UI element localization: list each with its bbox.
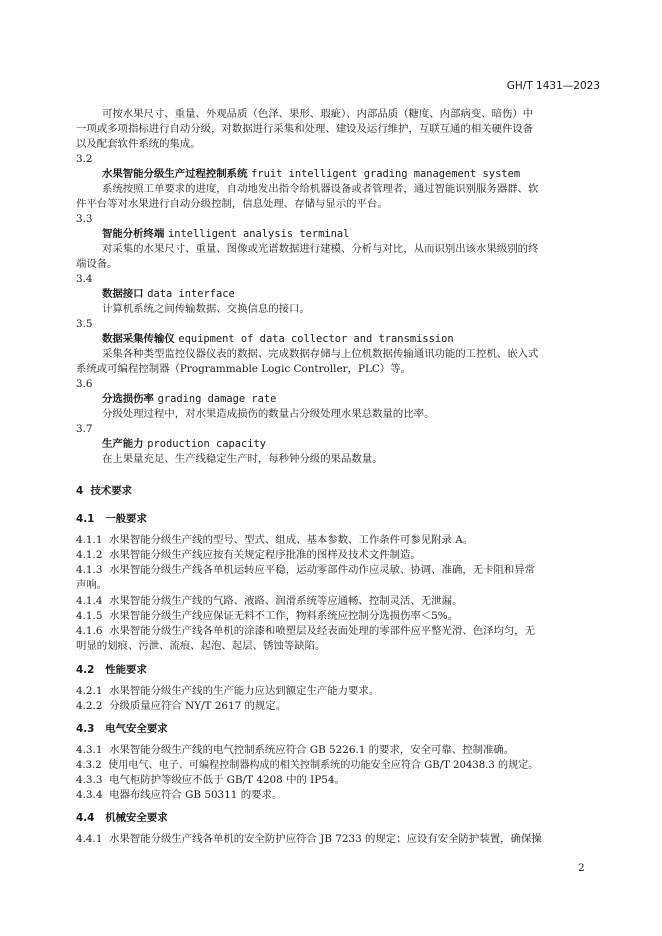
term-title-en: intelligent analysis terminal: [167, 228, 350, 240]
clause: [76, 594, 462, 609]
term-title-en: fruit intelligent grading management system: [251, 168, 521, 180]
clause-text: 水果智能分级生产线各单机的安全防护应符合 JB 7233 的规定；应设有安全防护装置，确保操: [109, 833, 542, 845]
chapter-title: 技术要求: [90, 485, 133, 497]
term-title-zh: 智能分析终端: [102, 228, 165, 240]
term-number: 3.7: [76, 423, 93, 435]
term-title-en: data interface: [147, 288, 235, 300]
clause-number: 4.1.5: [76, 610, 103, 622]
term-number: 3.4: [76, 273, 93, 285]
clause-number: 4.1.3: [76, 564, 103, 576]
term-title: [102, 227, 349, 242]
clause-number: 4.3.2: [76, 760, 102, 771]
clause-text: 水果智能分级生产线应按有关规定程序批准的图样及技术文件制造。: [109, 549, 421, 561]
clause-text: 水果智能分级生产线各单机运转应平稳，运动零部件动作应灵敏、协调、准确，无卡阻和异常: [109, 564, 536, 576]
term-title-zh: 数据采集传输仪: [102, 333, 175, 345]
clause-number: 4.2.1: [76, 685, 103, 697]
term-title-zh: 数据接口: [102, 288, 144, 300]
clause-text: 水果智能分级生产线的型号、型式、组成、基本参数、工作条件可参见附录 A。: [109, 534, 474, 546]
term-title-zh: 生产能力: [102, 438, 144, 450]
clause-number: 4.1.2: [76, 549, 103, 561]
clause: [76, 533, 473, 548]
term-number: 3.2: [76, 153, 93, 165]
intro-line: 可按水果尺寸、重量、外观品质（色泽、果形、瑕疵）、内部品质（糖度、内部病变、暗伤）中: [102, 108, 534, 120]
clause-number: 4.1.6: [76, 625, 103, 637]
clause-number: 4.1.1: [76, 534, 103, 546]
section-heading: [76, 722, 168, 737]
term-title-zh: 水果智能分级生产过程控制系统: [102, 168, 248, 180]
term-title-en: grading damage rate: [157, 393, 277, 405]
term-definition-line: 件平台等对水果进行自动分级控制，信息处理、存储与显示的平台。: [76, 198, 388, 210]
page-number: 2: [578, 862, 585, 874]
clause-text: 电气柜防护等级应不低于 GB/T 4208 中的 IP54。: [109, 774, 345, 786]
clause-number: 4.3.3: [76, 774, 103, 786]
clause-text: 水果智能分级生产线各单机的涂漆和喷塑层及经表面处理的零部件应平整光滑、色泽均匀，无: [109, 625, 536, 637]
term-title-en: equipment of data collector and transmission: [178, 333, 454, 345]
term-definition-line: 对采集的水果尺寸、重量、图像或光谱数据进行建模、分析与对比，从而识别出该水果级别的终: [102, 243, 539, 255]
term-number: 3.6: [76, 378, 93, 390]
section-number: 4.4: [76, 812, 95, 824]
clause-text: 水果智能分级生产线的生产能力应达到额定生产能力要求。: [109, 685, 380, 697]
section-title: 机械安全要求: [105, 812, 168, 824]
term-definition-line: 计算机系统之间传输数据、交换信息的接口。: [102, 303, 310, 315]
chapter-number: 4: [76, 485, 84, 497]
term-number: 3.3: [76, 213, 93, 225]
clause-text: 分级质量应符合 NY/T 2617 的规定。: [109, 700, 287, 712]
clause-number: 4.3.4: [76, 789, 103, 801]
term-title: [102, 437, 266, 452]
clause: [76, 684, 379, 699]
clause-number: 4.2.2: [76, 700, 103, 712]
clause: [76, 699, 286, 714]
clause-text: 电器布线应符合 GB 50311 的要求。: [109, 789, 283, 801]
clause: [76, 773, 345, 788]
term-definition-line: 分级处理过程中，对水果造成损伤的数量占分级处理水果总数量的比率。: [102, 408, 435, 420]
term-title: [102, 287, 235, 302]
clause-number: 4.4.1: [76, 833, 103, 845]
clause-text: 水果智能分级生产线的气路、液路、润滑系统等应通畅、控制灵活、无泄漏。: [109, 595, 463, 607]
standard-number-header: GH/T 1431—2023: [506, 80, 600, 92]
section-number: 4.1: [76, 513, 95, 525]
clause-number: 4.1.4: [76, 595, 103, 607]
section-title: 性能要求: [105, 664, 147, 676]
term-title-zh: 分选损伤率: [102, 393, 154, 405]
clause: [76, 624, 535, 639]
term-definition-line: 系统按照工单要求的进度，自动地发出指令给机器设备或者管理者，通过智能识别服务器群、软: [102, 183, 539, 195]
section-title: 电气安全要求: [105, 723, 168, 735]
clause: [76, 609, 458, 624]
term-number: 3.5: [76, 318, 93, 330]
clause-text: 水果智能分级生产线应保证无料不工作，物料系统应控制分选损伤率＜5%。: [109, 610, 459, 622]
chapter-heading: [76, 484, 132, 499]
clause-text: 使用电气、电子、可编程控制器构成的相关控制系统的功能安全应符合 GB/T 20438.3 的规定。: [108, 760, 539, 771]
term-title: [102, 392, 276, 407]
term-title-en: production capacity: [147, 438, 267, 450]
clause: [76, 758, 538, 773]
term-definition-line: 采集各种类型监控仪器仪表的数据、完成数据存储与上位机数据传输通讯功能的工控机、嵌入式: [102, 348, 539, 360]
clause-continuation: 明显的划痕、污泄、流痕、起泡、起层、锈蚀等缺陷。: [76, 640, 326, 652]
intro-line: 一项或多项指标进行自动分级，对数据进行采集和处理、建设及运行维护，互联互通的相关硬件设备: [76, 123, 534, 135]
clause: [76, 788, 282, 803]
term-title: [102, 332, 454, 347]
term-title: [102, 167, 520, 182]
section-title: 一般要求: [105, 513, 147, 525]
intro-line: 以及配套软件系统的集成。: [76, 138, 201, 150]
clause: [76, 563, 535, 578]
clause-text: 水果智能分级生产线的电气控制系统应符合 GB 5226.1 的要求，安全可靠、控制准确。: [109, 744, 515, 756]
term-definition-line: 系统或可编程控制器（Programmable Logic Controller，PLC）等。: [76, 363, 411, 375]
term-definition-line: 端设备。: [76, 258, 118, 270]
clause: [76, 548, 421, 563]
section-number: 4.2: [76, 664, 95, 676]
term-definition-line: 在上果量充足、生产线稳定生产时，每秒钟分级的果品数量。: [102, 453, 383, 465]
section-heading: [76, 512, 147, 527]
clause: [76, 743, 514, 758]
clause-number: 4.3.1: [76, 744, 103, 756]
section-heading: [76, 811, 168, 826]
section-heading: [76, 663, 147, 678]
section-number: 4.3: [76, 723, 95, 735]
clause: [76, 832, 542, 847]
clause-continuation: 声响。: [76, 579, 108, 591]
